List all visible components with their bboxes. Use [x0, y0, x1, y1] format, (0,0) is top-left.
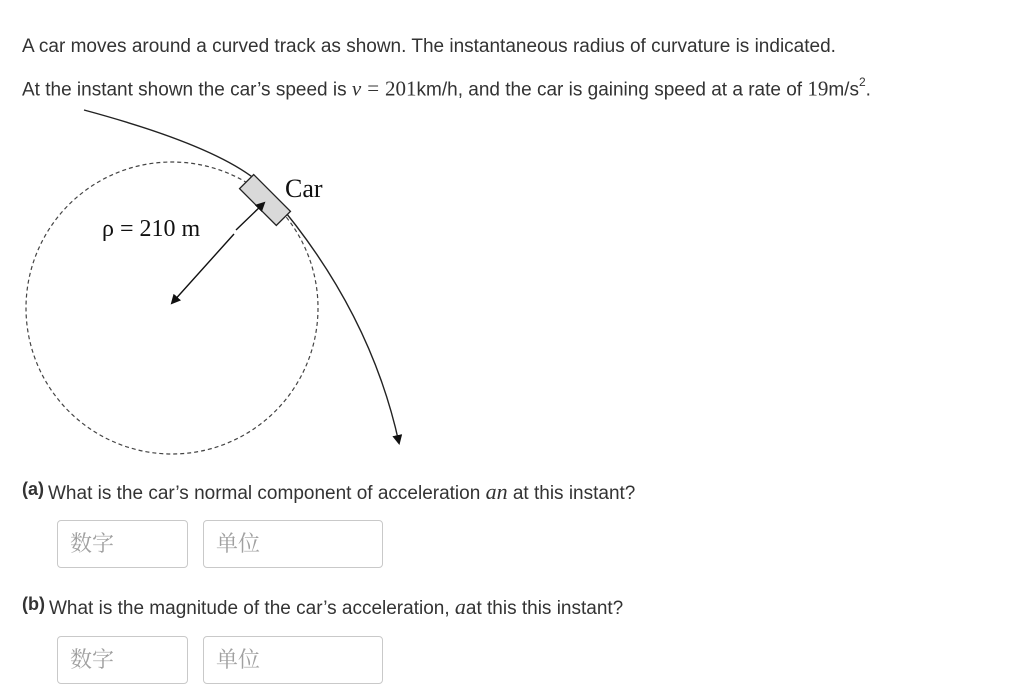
- speed-unit: km/h: [416, 79, 458, 101]
- question-a-text-end: at this instant?: [507, 483, 636, 504]
- answer-a-unit-input[interactable]: [203, 520, 383, 568]
- problem-line-1: A car moves around a curved track as shown. The instantaneous radius of curvature is indicated.: [22, 36, 836, 57]
- track-upper-segment: [84, 110, 272, 196]
- line2-end: .: [865, 79, 871, 101]
- symbol-a-main: a: [485, 479, 497, 504]
- symbol-a-sub: n: [496, 479, 508, 504]
- track-diagram: [0, 100, 430, 470]
- accel-exponent: 2: [858, 75, 866, 89]
- symbol-a: a: [454, 594, 466, 619]
- question-a-text: What is the car’s normal component of acceleration: [48, 483, 481, 504]
- answer-b-unit-input[interactable]: [203, 636, 383, 684]
- problem-line-2: [22, 72, 871, 102]
- radius-label: ρ = 210 m: [102, 216, 201, 242]
- answer-a-number-input[interactable]: [57, 520, 188, 568]
- car-label: Car: [285, 174, 323, 203]
- radius-arrow-to-car: [236, 203, 264, 230]
- accel-value: 19: [807, 76, 829, 101]
- radius-arrow-to-center: [172, 234, 234, 303]
- symbol-a-n: [486, 479, 508, 504]
- line2-middle: , and the car is gaining speed at a rate of: [457, 79, 808, 101]
- speed-symbol: v: [351, 76, 362, 101]
- line2-prefix: At the instant shown the car’s speed is: [22, 79, 352, 101]
- car-icon: [240, 175, 291, 226]
- question-b-label: (b): [22, 594, 45, 614]
- equals-sign: =: [367, 76, 380, 101]
- question-a-label: (a): [22, 479, 44, 499]
- question-b: [22, 595, 623, 621]
- question-a: [22, 480, 635, 506]
- speed-value: 201: [385, 76, 417, 101]
- answer-b-number-input[interactable]: [57, 636, 188, 684]
- question-b-text-end: at this this instant?: [465, 598, 624, 619]
- question-b-text: What is the magnitude of the car’s acceleration,: [48, 598, 455, 619]
- track-lower-segment: [272, 196, 399, 443]
- accel-unit: m/s: [828, 79, 859, 101]
